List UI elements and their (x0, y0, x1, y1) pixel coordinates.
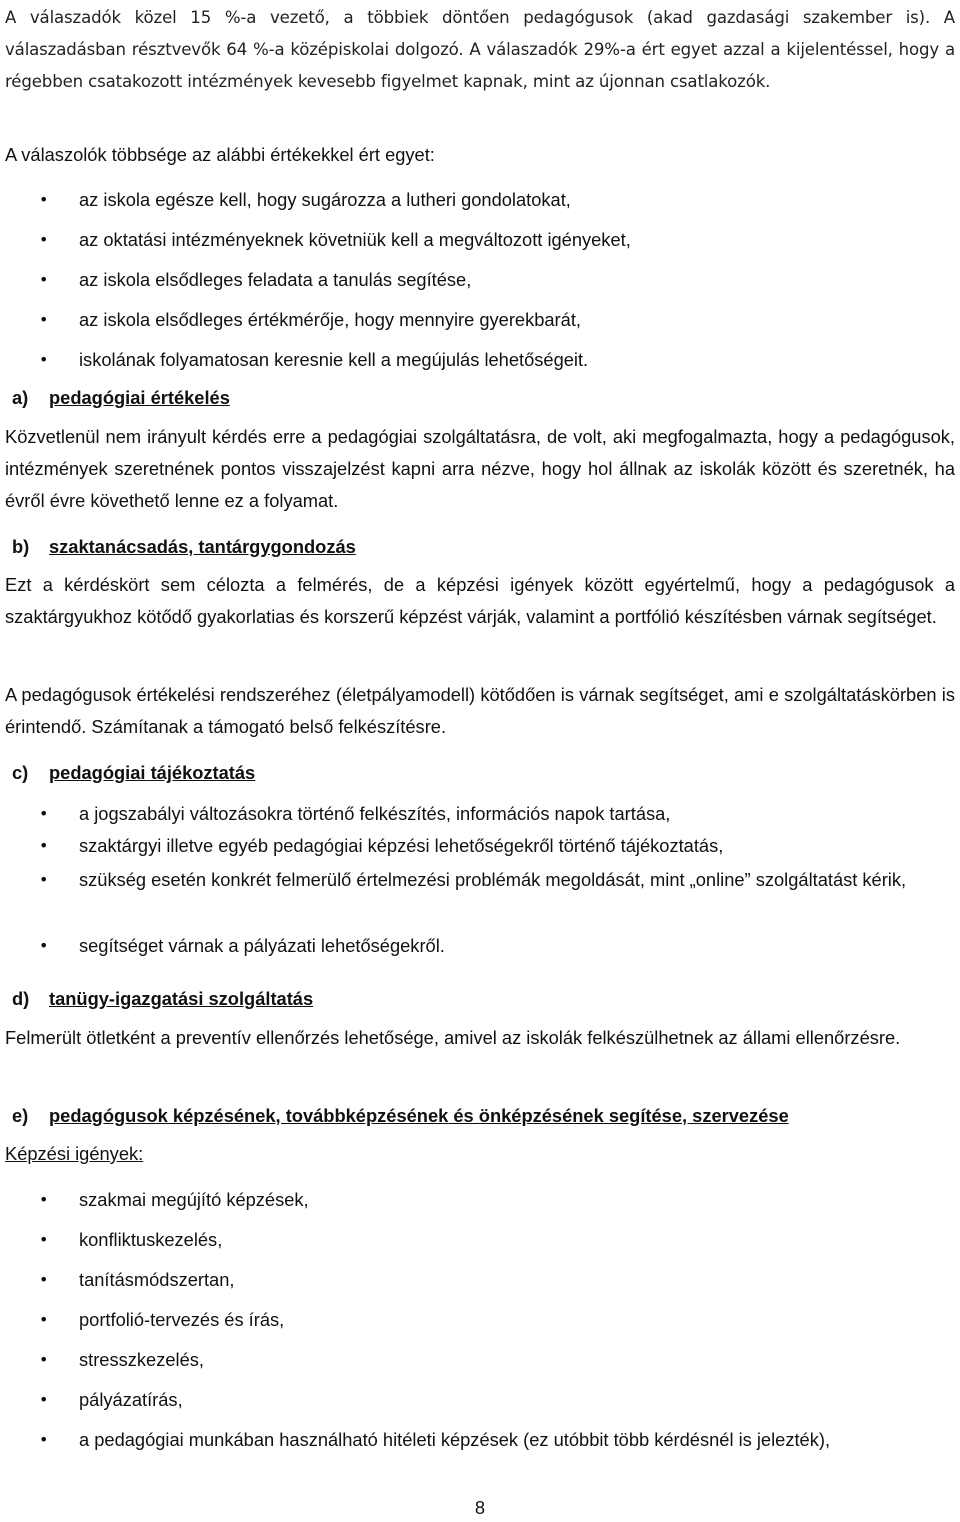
section-title: szaktanácsadás, tantárgygondozás (49, 536, 356, 557)
training-need-item: stresszkezelés, (79, 1349, 204, 1370)
values-item: az oktatási intézményeknek követniük kell a megváltozott igényeket, (79, 229, 631, 250)
bullet-icon: • (39, 1430, 49, 1449)
section-letter: a) (12, 387, 29, 408)
values-item: az iskola egésze kell, hogy sugározza a lutheri gondolatokat, (79, 189, 571, 210)
bullet-icon: • (39, 1230, 49, 1249)
bullet-icon: • (39, 1310, 49, 1329)
section-title: tanügy-igazgatási szolgáltatás (49, 988, 314, 1009)
bullet-icon: • (39, 836, 49, 855)
section-c-item: szükség esetén konkrét felmerülő értelmezési problémák megoldását, mint „online” szolgáltatást kérik, (79, 869, 907, 890)
section-letter: c) (12, 762, 29, 783)
bullet-icon: • (39, 1190, 49, 1209)
section-a-heading (12, 382, 230, 414)
section-letter: e) (12, 1105, 29, 1126)
training-need-item: a pedagógiai munkában használható hitéleti képzések (ez utóbbit több kérdésnél is jelezték), (79, 1429, 831, 1450)
training-need-item: portfolió-tervezés és írás, (79, 1309, 285, 1330)
section-d-text: Felmerült ötletként a preventív ellenőrzés lehetősége, amivel az iskolák felkészülhetnek az állami ellenőrzésre. (5, 1027, 901, 1048)
bullet-icon: • (39, 310, 49, 329)
bullet-icon: • (39, 870, 49, 889)
section-a-text: Közvetlenül nem irányult kérdés erre a pedagógiai szolgáltatásra, de volt, aki megfogalmazta, hogy a pedagógusok, intézmények szeretnének pontos visszajelzést kapni arra nézve, hogy hol állnak az iskolák között és szeretnék, ha évről évre követhető lenne ez a folyamat. (5, 426, 955, 511)
section-c-item: szaktárgyi illetve egyéb pedagógiai képzési lehetőségekről történő tájékoztatás, (79, 835, 724, 856)
section-b-heading (12, 531, 356, 563)
training-need-item: szakmai megújító képzések, (79, 1189, 309, 1210)
section-c-item: a jogszabályi változásokra történő felkészítés, információs napok tartása, (79, 803, 671, 824)
values-item: iskolának folyamatosan keresnie kell a megújulás lehetőségeit. (79, 349, 589, 370)
section-title: pedagógiai értékelés (49, 387, 230, 408)
values-intro: A válaszolók többsége az alábbi értékekkel ért egyet: (5, 144, 435, 165)
bullet-icon: • (39, 230, 49, 249)
section-b-text-2: A pedagógusok értékelési rendszeréhez (életpályamodell) kötődően is várnak segítséget, ami e szolgáltatáskörben is érintendő. Számítanak a támogató belső felkészítésre. (5, 684, 955, 737)
page-number: 8 (474, 1497, 486, 1518)
bullet-icon: • (39, 1350, 49, 1369)
intro-paragraph: A válaszadók közel 15 %-a vezető, a többiek döntően pedagógusok (akad gazdasági szakember is). A válaszadásban résztvevők 64 %-a középiskolai dolgozó. A válaszadók 29%-a ért egyet azzal a kijelentéssel, hogy a régebben csatakozott intézmények kevesebb figyelmet kapnak, mint az újonnan csatlakozók. (5, 8, 955, 91)
section-c-item: segítséget várnak a pályázati lehetőségekről. (79, 935, 445, 956)
bullet-icon: • (39, 804, 49, 823)
bullet-icon: • (39, 936, 49, 955)
bullet-icon: • (39, 1270, 49, 1289)
values-item: az iskola elsődleges feladata a tanulás segítése, (79, 269, 472, 290)
section-title: pedagógiai tájékoztatás (49, 762, 256, 783)
training-need-item: pályázatírás, (79, 1389, 183, 1410)
bullet-icon: • (39, 270, 49, 289)
section-title: pedagógusok képzésének, továbbképzésének és önképzésének segítése, szervezése (49, 1105, 789, 1126)
bullet-icon: • (39, 190, 49, 209)
section-letter: b) (12, 536, 30, 557)
training-needs-subheading: Képzési igények: (5, 1143, 144, 1164)
section-e-heading (12, 1100, 789, 1132)
section-b-text-1: Ezt a kérdéskört sem célozta a felmérés, de a képzési igények között egyértelmű, hogy a pedagógusok a szaktárgyukhoz kötődő gyakorlatias és korszerű képzést várják, valamint a portfólió készítésben várnak segítséget. (5, 574, 955, 627)
section-c-heading (12, 757, 255, 789)
section-d-heading (12, 983, 313, 1015)
section-letter: d) (12, 988, 30, 1009)
values-item: az iskola elsődleges értékmérője, hogy mennyire gyerekbarát, (79, 309, 581, 330)
bullet-icon: • (39, 350, 49, 369)
bullet-icon: • (39, 1390, 49, 1409)
training-need-item: tanításmódszertan, (79, 1269, 235, 1290)
training-need-item: konfliktuskezelés, (79, 1229, 223, 1250)
